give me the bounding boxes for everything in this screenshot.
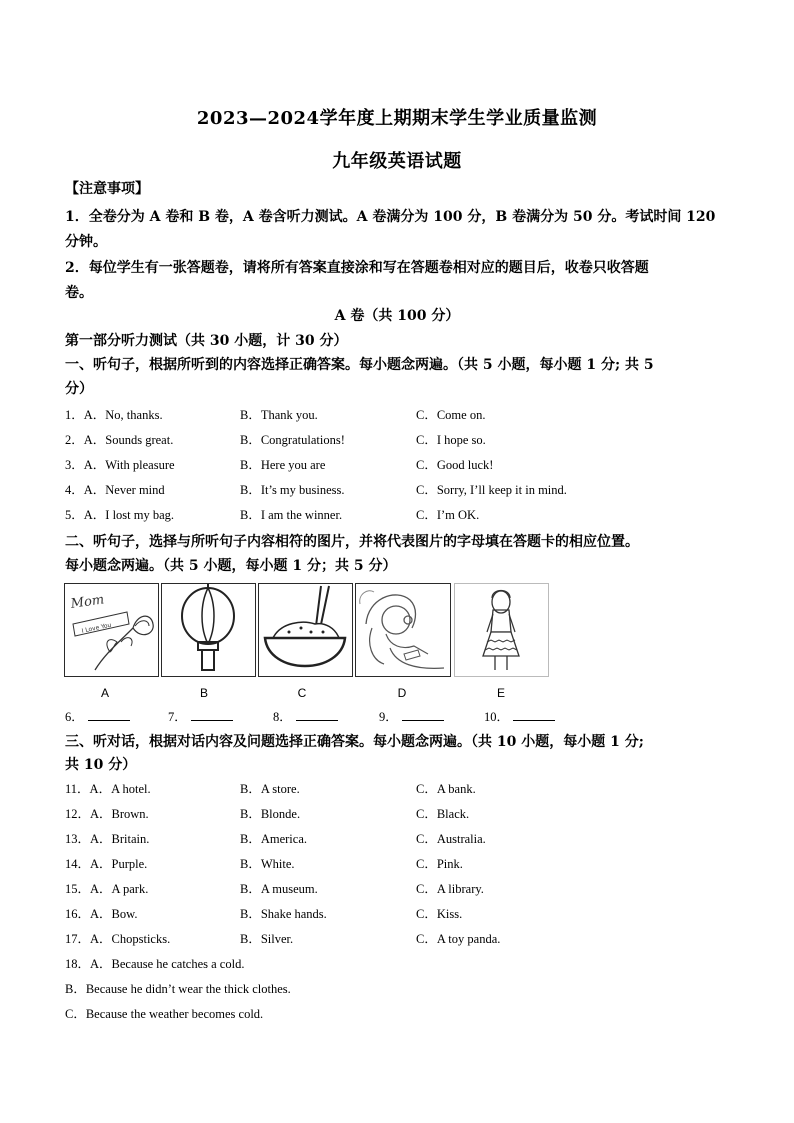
picture-c-rice-bowl	[258, 583, 353, 677]
exam-subtitle: 九年级英语试题	[332, 151, 462, 172]
picture-label-e: E	[496, 686, 505, 700]
q2-option-c: C．I hope so.	[416, 433, 486, 447]
answer-blank-6[interactable]: 6．	[65, 707, 130, 725]
q2-instructions-line-2: 每小题念两遍。（共 5 小题，每小题 1 分；共 5 分）	[65, 558, 397, 574]
q18-option-b: B．Because he didn’t wear the thick clothes.	[65, 982, 291, 996]
card-love-text: I Love You	[81, 621, 112, 635]
q11-option-c: C．A bank.	[416, 782, 476, 796]
q17-option-a: 17．A．Chopsticks.	[65, 932, 171, 946]
q1-instructions-line-1: 一、听句子，根据所听到的内容选择正确答案。每小题念两遍。（共 5 小题，每小题 1 分; 共 5	[65, 357, 654, 373]
q1-instructions-line-2: 分）	[65, 381, 93, 397]
q11-option-a: 11．A．A hotel.	[65, 782, 151, 796]
section-a-heading: A 卷（共 100 分）	[334, 308, 460, 324]
q3-option-c: C．Good luck!	[416, 458, 494, 472]
q5-option-c: C．I’m OK.	[416, 508, 480, 522]
q13-option-a: 13．A．Britain.	[65, 832, 150, 846]
q5-option-a: 5．A．I lost my bag.	[65, 508, 175, 522]
picture-a-mothers-day-card	[64, 583, 159, 677]
picture-d-girl-listening	[355, 583, 451, 677]
notice-item-1-line-2: 分钟。	[65, 234, 107, 250]
q3-instructions-line-1: 三、听对话，根据对话内容及问题选择正确答案。每小题念两遍。（共 10 小题，每小题 1 分;	[65, 734, 644, 750]
q2-instructions-line-1: 二、听句子，选择与所听句子内容相符的图片，并将代表图片的字母填在答题卡的相应位置。	[65, 534, 639, 550]
q16-option-c: C．Kiss.	[416, 907, 463, 921]
q13-option-b: B．America.	[240, 832, 307, 846]
q12-option-c: C．Black.	[416, 807, 470, 821]
answer-blank-9[interactable]: 9．	[379, 707, 444, 725]
q2-option-b: B．Congratulations!	[240, 433, 345, 447]
q3-option-a: 3．A．With pleasure	[65, 458, 175, 472]
card-mom-text: Mom	[69, 592, 106, 612]
q4-option-c: C．Sorry, I’ll keep it in mind.	[416, 483, 567, 497]
q12-option-a: 12．A．Brown.	[65, 807, 149, 821]
notice-item-2-line-1: 2．每位学生有一张答题卷，请将所有答案直接涂和写在答题卷相对应的题目后，收卷只收答题	[65, 260, 649, 276]
q13-option-c: C．Australia.	[416, 832, 486, 846]
q16-option-b: B．Shake hands.	[240, 907, 327, 921]
exam-title: 2023—2024学年度上期期末学生学业质量监测	[196, 108, 598, 129]
q18-option-c: C．Because the weather becomes cold.	[65, 1007, 264, 1021]
q17-option-b: B．Silver.	[240, 932, 294, 946]
q15-option-c: C．A library.	[416, 882, 484, 896]
q4-option-a: 4．A．Never mind	[65, 483, 165, 497]
q15-option-b: B．A museum.	[240, 882, 318, 896]
picture-label-b: B	[199, 686, 208, 700]
q14-option-a: 14．A．Purple.	[65, 857, 148, 871]
q15-option-a: 15．A．A park.	[65, 882, 149, 896]
q16-option-a: 16．A．Bow.	[65, 907, 138, 921]
notice-item-2-line-2: 卷。	[65, 285, 93, 301]
picture-b-lantern	[161, 583, 256, 677]
notice-heading: 【注意事项】	[65, 181, 149, 197]
q2-option-a: 2．A．Sounds great.	[65, 433, 174, 447]
q1-option-b: B．Thank you.	[240, 408, 318, 422]
notice-item-1-line-1: 1．全卷分为 A 卷和 B 卷，A 卷含听力测试。A 卷满分为 100 分，B 卷满分为 50 分。考试时间 120	[65, 209, 716, 225]
picture-label-d: D	[397, 686, 407, 700]
q11-option-b: B．A store.	[240, 782, 300, 796]
q17-option-c: C．A toy panda.	[416, 932, 501, 946]
picture-e-girl-in-dress	[454, 583, 549, 677]
q14-option-c: C．Pink.	[416, 857, 463, 871]
answer-blank-8[interactable]: 8．	[273, 707, 338, 725]
answer-blank-7[interactable]: 7．	[168, 707, 233, 725]
q3-option-b: B．Here you are	[240, 458, 326, 472]
q4-option-b: B．It’s my business.	[240, 483, 345, 497]
q18-option-a: 18．A．Because he catches a cold.	[65, 957, 245, 971]
q1-option-c: C．Come on.	[416, 408, 486, 422]
q1-option-a: 1．A．No, thanks.	[65, 408, 163, 422]
picture-label-a: A	[100, 686, 109, 700]
picture-label-c: C	[297, 686, 307, 700]
answer-blank-10[interactable]: 10．	[484, 707, 555, 725]
q12-option-b: B．Blonde.	[240, 807, 301, 821]
q5-option-b: B．I am the winner.	[240, 508, 343, 522]
part-1-heading: 第一部分听力测试（共 30 小题，计 30 分）	[65, 333, 348, 349]
q14-option-b: B．White.	[240, 857, 295, 871]
q3-instructions-line-2: 共 10 分）	[65, 757, 137, 773]
